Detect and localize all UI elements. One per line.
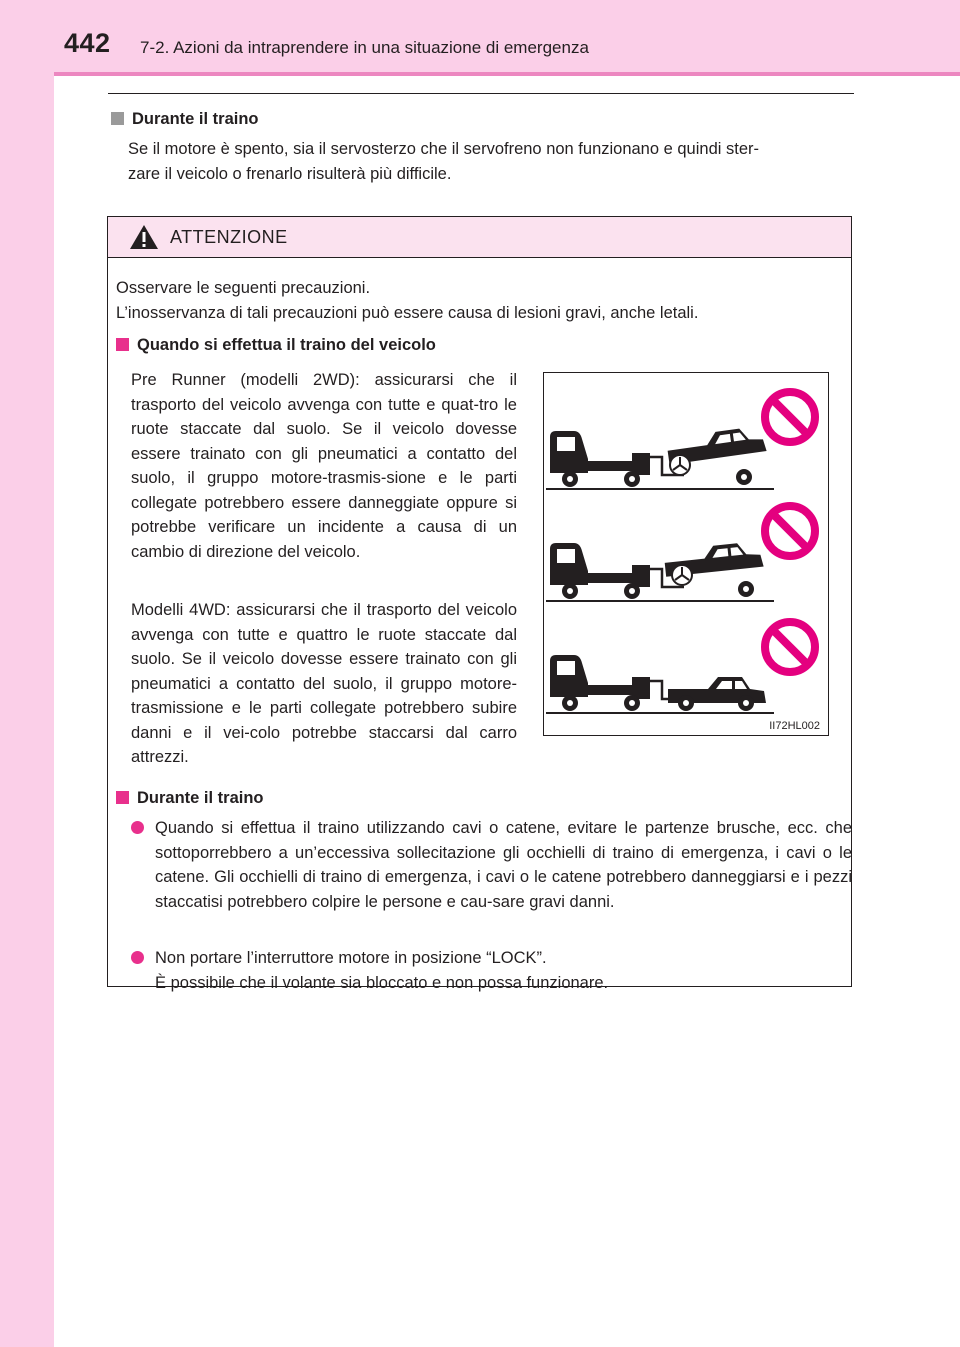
towing-text: [128, 137, 853, 186]
warning-intro-line1: Osservare le seguenti precauzioni.: [116, 279, 371, 297]
gray-square-icon: [111, 112, 124, 125]
warning-sub1-heading-text: Quando si effettua il traino del veicolo: [137, 336, 436, 354]
towing-heading: [111, 110, 259, 129]
warning-header: [108, 217, 851, 258]
warning-intro: [116, 276, 846, 325]
warning-sub1-para1: Pre Runner (modelli 2WD): assicurarsi che il trasporto del veicolo avvenga con tutte e quat-tro le ruote staccate dal suolo. Se il veicolo dovesse essere trainato con gli pneumatici a contatto del suolo, il gruppo motore-trasmis-sione e le parti collegate potrebbero essere danneggiate oppure si potrebbe verificare un incidente a causa di un cambio di direzione del veicolo.: [131, 371, 517, 561]
pink-square-icon: [116, 791, 129, 804]
warning-title: ATTENZIONE: [170, 227, 288, 247]
header-band: [0, 0, 960, 72]
warning-bullet-1: [131, 816, 852, 914]
warning-sub2-heading-text: Durante il traino: [137, 789, 264, 807]
towing-illustration: [543, 372, 829, 736]
towing-text-line2: zare il veicolo o frenarlo risulterà più difficile.: [128, 164, 452, 183]
warning-intro-line2: L’inosservanza di tali precauzioni può essere causa di lesioni gravi, anche letali.: [116, 303, 699, 322]
warning-triangle-icon: [129, 224, 159, 250]
pink-square-icon: [116, 338, 129, 351]
warning-sub1-para2: Modelli 4WD: assicurarsi che il trasporto del veicolo avvenga con tutte e quattro le ruote staccate dal suolo. Se il veicolo dovesse essere trainato con gli pneumatici a contatto del suolo, il gruppo motore-trasmissione e le parti collegate potrebbero subire danni e il vei-colo potrebbe staccarsi dal carro attrezzi.: [131, 601, 517, 766]
warning-sub1-heading: [116, 336, 436, 355]
towing-heading-text: Durante il traino: [132, 110, 259, 128]
content-rule: [108, 93, 854, 94]
bullet-dot-icon: [131, 821, 144, 834]
warning-bullet-2-line2: È possibile che il volante sia bloccato e non possa funzionare.: [155, 973, 609, 992]
tow-truck-illustration: [544, 373, 828, 735]
page-number: 442: [64, 28, 111, 58]
side-strip: [0, 0, 54, 1347]
warning-bullet-1-text: Quando si effettua il traino utilizzando cavi o catene, evitare le partenze brusche, ecc. che sottoporrebbero a un’eccessiva sollecitazione gli occhielli di traino di emergenza, i cavi o le catene. Gli occhielli di traino di emergenza, i cavi o le catene potrebbero danneggiarsi e i pezzi staccatisi potrebbero colpire le persone e cau-sare gravi danni.: [155, 819, 852, 911]
figure-code: II72HL002: [769, 720, 820, 732]
warning-sub2-heading: [116, 789, 264, 808]
section-title: 7-2. Azioni da intraprendere in una situazione di emergenza: [140, 38, 589, 57]
warning-bullet-2-line1: Non portare l’interruttore motore in posizione “LOCK”.: [155, 949, 547, 967]
towing-text-line1: Se il motore è spento, sia il servosterzo che il servofreno non funzionano e quindi ster-: [128, 140, 760, 158]
warning-bullet-2: [131, 946, 852, 995]
bullet-dot-icon: [131, 951, 144, 964]
header-rule: [54, 72, 960, 76]
